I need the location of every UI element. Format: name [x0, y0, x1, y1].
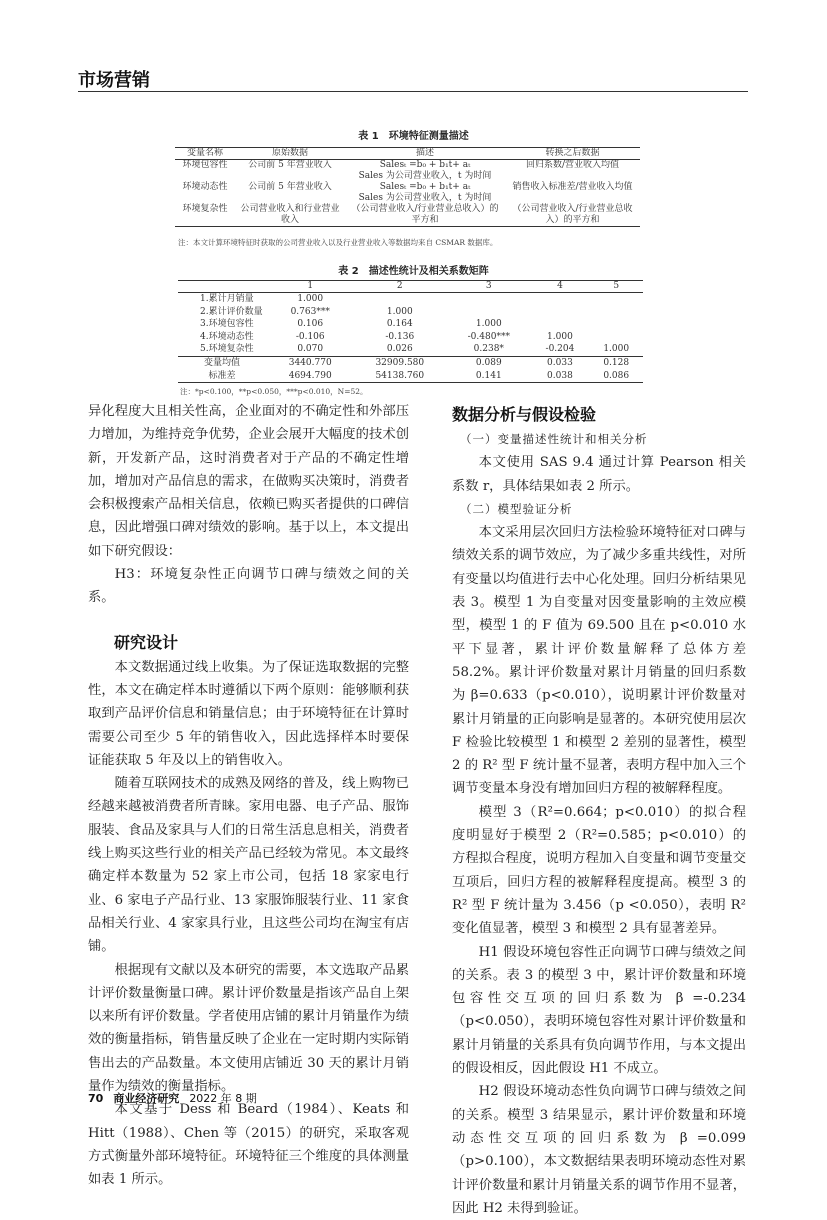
table2-caption: 表 2 描述性统计及相关系数矩阵	[338, 266, 489, 277]
table-row	[178, 306, 643, 319]
table-cell: -0.480***	[467, 331, 510, 342]
paragraph: 根据现有文献以及本研究的需要，本文选取产品累计评价数量衡量口碑。累计评价数量是指该产品自上架以来所有评价数量。学者使用店铺的累计月销量作为绩效的衡量指标，销售量反映了企业在一定时期内实际销售出去的产品数量。本文使用店铺近 30 天的累计月销量作为绩效的衡量指标。	[88, 962, 409, 1095]
table-row	[175, 160, 640, 183]
section-heading: 研究设计	[114, 632, 179, 652]
table-cell	[447, 306, 530, 319]
stat-cell: 变量均值	[178, 356, 268, 369]
table-cell: 0.106	[297, 319, 324, 330]
table-cell: 1.000	[603, 344, 630, 355]
stat-cell: 4694.790	[288, 370, 332, 381]
right-column	[452, 402, 746, 1220]
section-header: 市场营销	[78, 70, 150, 91]
table-cell	[589, 293, 643, 306]
subsection-heading: （二）模型验证分析	[460, 501, 573, 516]
paragraph: H1 假设环境包容性正向调节口碑与绩效之间的关系。表 3 的模型 3 中，累计评价数量和环境包容性交互项的回归系数为 β =-0.234（p<0.050），表明环境包容性对累计评价数量和累计月销量的关系具有负向调节作用，与本文提出的假设相反，因此假设 H1 不成立。	[452, 944, 746, 1077]
table-row	[175, 204, 640, 227]
table-cell	[589, 318, 643, 331]
table1-note: 注：本文计算环境特征时获取的公司营业收入以及行业营业收入等数据均来自 CSMAR 数据库。	[178, 238, 498, 247]
table-cell: 0.070	[297, 344, 324, 355]
table-cell	[589, 306, 643, 319]
stat-cell: 3440.770	[268, 356, 352, 369]
table-cell: 公司前 5 年营业收入	[248, 160, 332, 170]
table-cell: 0.026	[386, 344, 413, 355]
table-cell: 回归系数/营业收入均值	[525, 160, 620, 170]
table-cell: 0.238*	[473, 344, 504, 355]
paragraph: H2 假设环境动态性负向调节口碑与绩效之间的关系。模型 3 结果显示，累计评价数量和环境动态性交互项的回归系数为 β =0.099（p>0.100），本文数据结果表明环境动态性对累计评价数量和累计月销量关系的调节作用不显著，因此 H2 未得到验证。	[452, 1084, 746, 1216]
t2-header: 2	[352, 281, 447, 293]
paragraph: 随着互联网技术的成熟及网络的普及，线上购物已经越来越被消费者所青睐。家用电器、电子产品、服饰服装、食品及家具与人们的日常生活息息相关，消费者线上购买这些行业的相关产品已经较为常见。本文最终确定样本数量为 52 家上市公司，包括 18 家家电行业、6 家电子产品行业、13 家服饰服装行业、11 家食品相关行业、4 家家具行业，且这些公司均在淘宝有店铺。	[88, 776, 409, 955]
stat-cell: 0.038	[547, 370, 573, 381]
page-number: 70	[88, 1092, 104, 1105]
table-cell: 3.环境包容性	[200, 319, 254, 330]
table-row	[175, 182, 640, 204]
table-row	[178, 293, 643, 306]
table-2	[178, 280, 643, 383]
t2-header: 1	[268, 281, 352, 293]
stat-cell: 0.141	[475, 370, 502, 381]
table-row	[178, 343, 643, 356]
paragraph: 本文基于 Dess 和 Beard（1984）、Keats 和 Hitt（1988）、Chen 等（2015）的研究，采取客观方式衡量外部环境特征。环境特征三个维度的具体测量如表 1 所示。	[88, 1102, 409, 1188]
section-heading: 数据分析与假设检验	[452, 405, 597, 424]
table-cell	[530, 306, 589, 319]
table-cell: 销售收入标准差/营业收入均值	[512, 182, 633, 192]
table-cell: -0.136	[385, 331, 415, 342]
table-row	[178, 318, 643, 331]
table-cell: 公司前 5 年营业收入	[248, 182, 332, 192]
t2-header: 5	[589, 281, 643, 293]
stat-cell: 0.033	[530, 356, 589, 369]
table-cell: 1.000	[386, 306, 413, 317]
table-cell	[352, 293, 447, 306]
stat-row	[178, 370, 643, 383]
table-cell: Salesₜ =b₀ + b₁t+ aₜ Sales 为公司营业收入，t 为时间	[358, 160, 492, 181]
t1-header: 描述	[345, 148, 505, 160]
table-cell: 公司营业收入和行业营业收入	[240, 204, 340, 225]
paragraph: 本文使用 SAS 9.4 通过计算 Pearson 相关系数 r，具体结果如表 2 所示。	[452, 455, 746, 494]
table-1	[175, 147, 640, 227]
table-cell: （公司营业收入/行业营业总收入）的平方和	[512, 204, 633, 225]
table-cell	[530, 293, 589, 306]
table-cell: 0.763***	[290, 306, 330, 317]
table-cell: 5.环境复杂性	[200, 344, 254, 355]
left-column	[88, 400, 409, 1192]
paragraph: H3：环境复杂性正向调节口碑与绩效之间的关系。	[88, 567, 409, 606]
table-cell: 4.环境动态性	[200, 331, 254, 342]
journal-name: 商业经济研究	[113, 1092, 180, 1105]
stat-cell: 0.089	[447, 356, 530, 369]
t1-header: 原始数据	[235, 148, 345, 160]
table-cell: 2.累计评价数量	[200, 306, 263, 317]
t1-header: 变量名称	[175, 148, 235, 160]
table-cell	[530, 318, 589, 331]
paragraph: 模型 3（R²=0.664；p<0.010）的拟合程度明显好于模型 2（R²=0.585；p<0.010）的方程拟合程度，说明方程加入自变量和调节变量交互项后，回归方程的被解释程度提高。模型 3 的 R² 型 F 统计量为 3.456（p <0.050），表明 R² 变化值显著，模型 3 和模型 2 具有显著差异。	[452, 804, 746, 937]
t2-header: 4	[530, 281, 589, 293]
stat-cell: 0.086	[603, 370, 630, 381]
table-cell: 1.000	[547, 331, 573, 342]
stat-cell: 54138.760	[375, 370, 425, 381]
stat-row	[178, 356, 643, 369]
paragraph: 异化程度大且相关性高，企业面对的不确定性和外部压力增加，为维持竞争优势，企业会展开大幅度的技术创新，开发新产品，这时消费者对于产品的不确定性增加，增加对产品信息的需求，在做购买决策时，消费者会积极搜索产品相关信息，依赖已购买者提供的口碑信息，因此增强口碑对绩效的影响。基于以上，本文提出如下研究假设：	[88, 404, 409, 559]
paragraph: 本文采用层次回归方法检验环境特征对口碑与绩效关系的调节效应，为了减少多重共线性，对所有变量以均值进行去中心化处理。回归分析结果见表 3。模型 1 为自变量对因变量影响的主效应模型，模型 1 的 F 值为 69.500 且在 p<0.010 水平下显著，累计评价数量解释了总体方差 58.2%。累计评价数量对累计月销量的回归系数为 β=0.633（p<0.010），说明累计评价数量对累计月销量的正向影响是显著的。本研究使用层次 F 检验比较模型 1 和模型 2 差别的显著性，模型 2 的 R² 型 F 统计量不显著，表明方程中加入三个调节变量本身没有增加回归方程的被解释程度。	[452, 525, 746, 797]
stat-cell: 0.128	[589, 356, 643, 369]
table-cell	[447, 293, 530, 306]
table-cell: 1.累计月销量	[200, 294, 254, 304]
table-cell: 0.164	[386, 319, 413, 330]
subsection-heading: （一）变量描述性统计和相关分析	[460, 432, 648, 446]
table-cell: 环境复杂性	[182, 204, 228, 214]
table-cell: 1.000	[475, 319, 502, 330]
table-cell: 环境包容性	[182, 160, 228, 170]
table-cell: -0.106	[295, 331, 325, 342]
table-cell: Salesₜ =b₀ + b₁t+ aₜ Sales 为公司营业收入，t 为时间	[358, 182, 492, 203]
stat-cell: 32909.580	[352, 356, 447, 369]
table-cell: （公司营业收入/行业营业总收入）的平方和	[351, 204, 499, 225]
page-footer	[88, 1090, 257, 1106]
t2-header	[178, 281, 268, 293]
t2-header: 3	[447, 281, 530, 293]
t1-header: 转换之后数据	[505, 148, 640, 160]
paragraph: 本文数据通过线上收集。为了保证选取数据的完整性，本文在确定样本时遵循以下两个原则：能够顺利获取到产品评价信息和销量信息；由于环境特征在计算时需要公司至少 5 年的销售收入，因此选择样本时要保证能获取 5 年及以上的销售收入。	[88, 659, 409, 768]
table-cell	[589, 331, 643, 344]
table-row	[178, 331, 643, 344]
table1-caption: 表 1 环境特征测量描述	[358, 131, 469, 142]
issue: 2022 年 8 期	[189, 1092, 257, 1105]
stat-cell: 标准差	[208, 370, 236, 381]
table-cell: 1.000	[297, 294, 324, 304]
table-cell: -0.204	[545, 344, 575, 355]
table2-note: 注：*p<0.100，**p<0.050，***p<0.010，N=52。	[180, 387, 368, 396]
table-cell: 环境动态性	[182, 182, 228, 192]
header-rule	[78, 91, 748, 92]
